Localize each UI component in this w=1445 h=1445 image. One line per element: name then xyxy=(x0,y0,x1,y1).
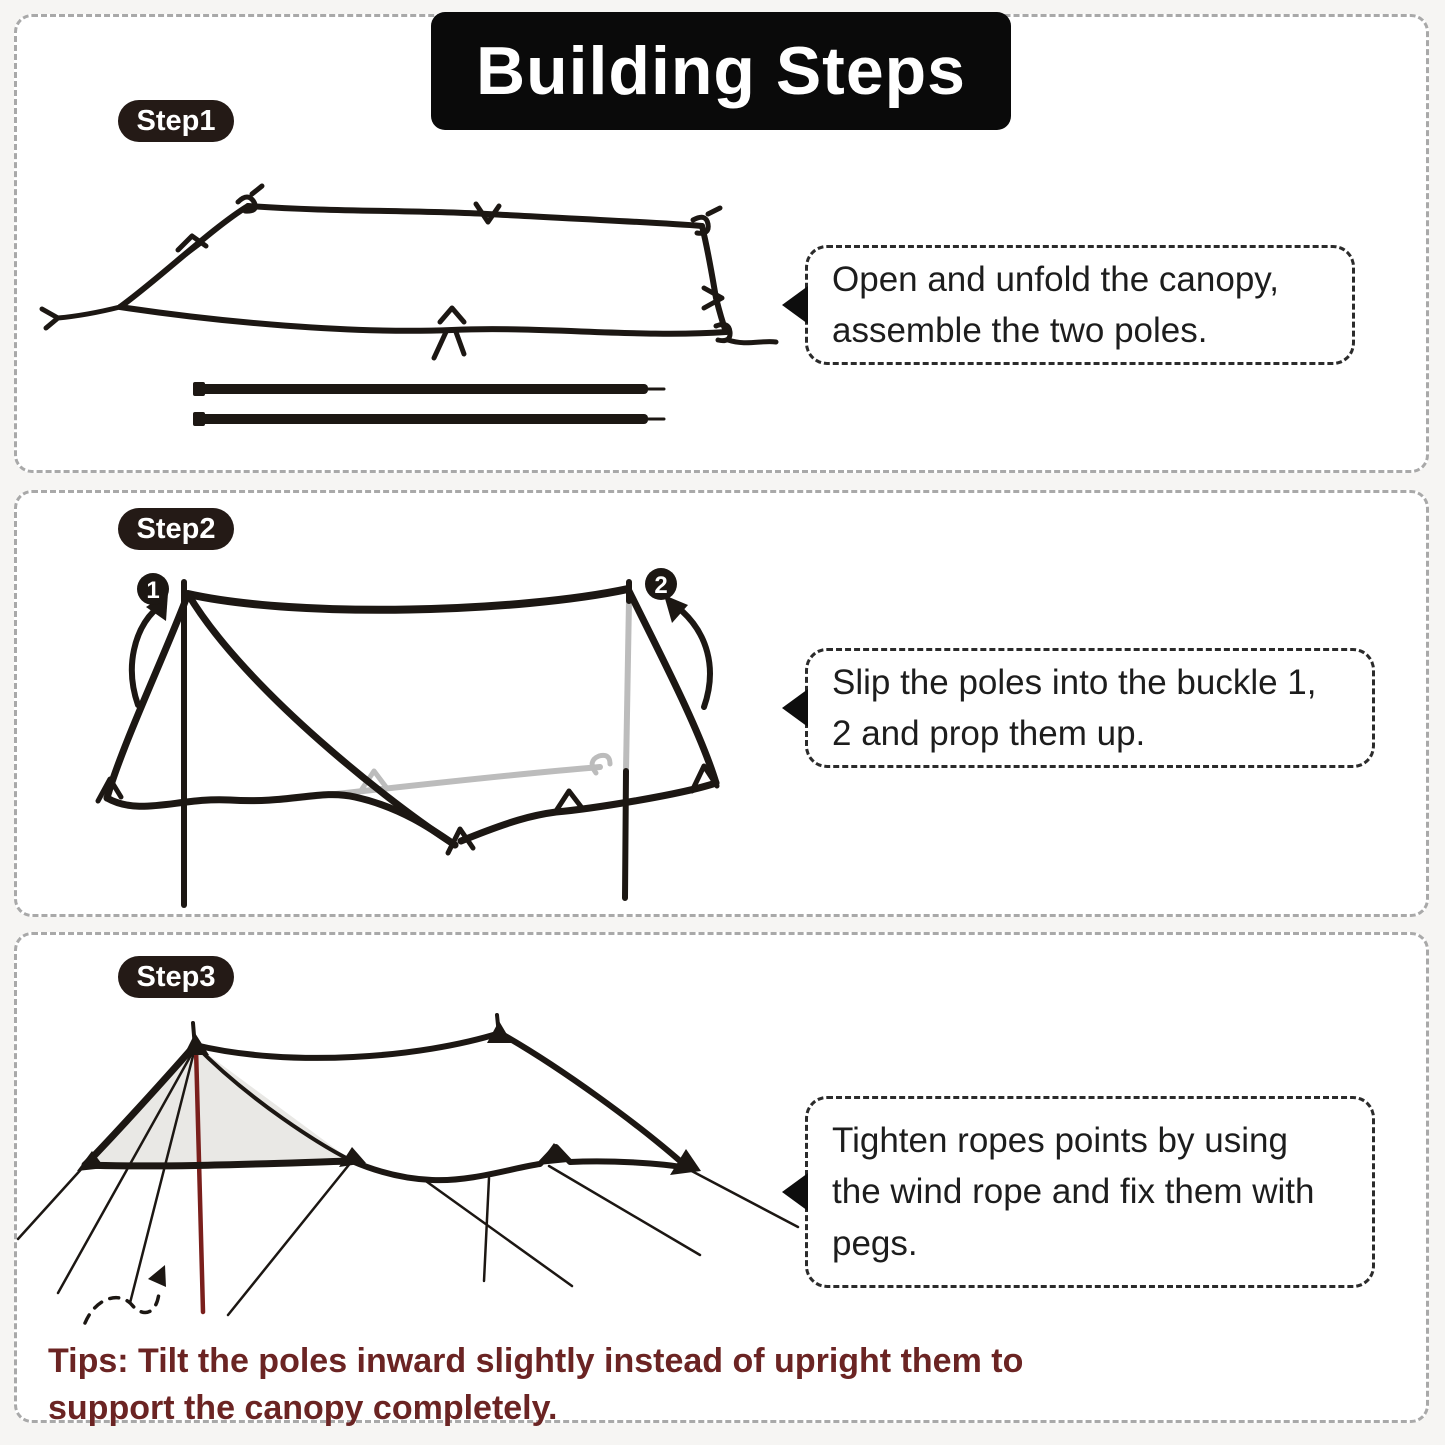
callout-arrow-left-icon xyxy=(782,689,808,727)
tent-poles xyxy=(184,582,629,905)
step3-callout xyxy=(805,1096,1375,1288)
pitched-canopy-drawing xyxy=(0,1005,820,1345)
step1-callout-line: assemble the two poles. xyxy=(832,311,1208,350)
step1-badge-label: Step1 xyxy=(136,104,216,137)
rear-edge-faded xyxy=(280,600,629,800)
step2-badge-label: Step2 xyxy=(136,512,216,545)
unfolded-canopy-drawing xyxy=(0,160,800,480)
guy-ropes xyxy=(18,1048,798,1315)
title-banner xyxy=(431,12,1011,130)
buckle-2-number: 2 xyxy=(654,572,668,599)
step3-badge xyxy=(118,956,234,998)
callout-arrow-left-icon xyxy=(782,1173,808,1211)
step1-badge xyxy=(118,100,234,142)
tarp-outline xyxy=(42,206,726,334)
lift-arrow-right-icon xyxy=(664,595,710,707)
tips-line: support the canopy completely. xyxy=(48,1388,558,1427)
page-title: Building Steps xyxy=(476,33,966,109)
buckle-1-marker xyxy=(137,573,169,605)
tips-line: Tips: Tilt the poles inward slightly instead of upright them to xyxy=(48,1342,1024,1380)
callout-arrow-left-icon xyxy=(782,286,808,324)
tips-note xyxy=(48,1338,1024,1431)
step2-callout-line: 2 and prop them up. xyxy=(832,714,1146,753)
step3-callout-line: pegs. xyxy=(832,1223,918,1263)
propped-canopy-drawing xyxy=(0,545,800,945)
shaded-side-panel xyxy=(85,1045,352,1165)
step1-callout xyxy=(805,245,1355,365)
tilt-direction-arrow-icon xyxy=(85,1265,166,1323)
step2-callout xyxy=(805,648,1375,768)
pole-pair xyxy=(193,382,664,426)
step3-callout-line: the wind rope and fix them with xyxy=(832,1172,1315,1212)
step1-callout-line: Open and unfold the canopy, xyxy=(832,259,1279,299)
step2-callout-line: Slip the poles into the buckle 1, xyxy=(832,662,1317,702)
buckle-2-marker xyxy=(645,568,677,600)
buckle-1-number: 1 xyxy=(146,577,160,604)
step3-badge-label: Step3 xyxy=(136,960,216,993)
step3-callout-line: Tighten ropes points by using xyxy=(832,1121,1288,1161)
step2-badge xyxy=(118,508,234,550)
